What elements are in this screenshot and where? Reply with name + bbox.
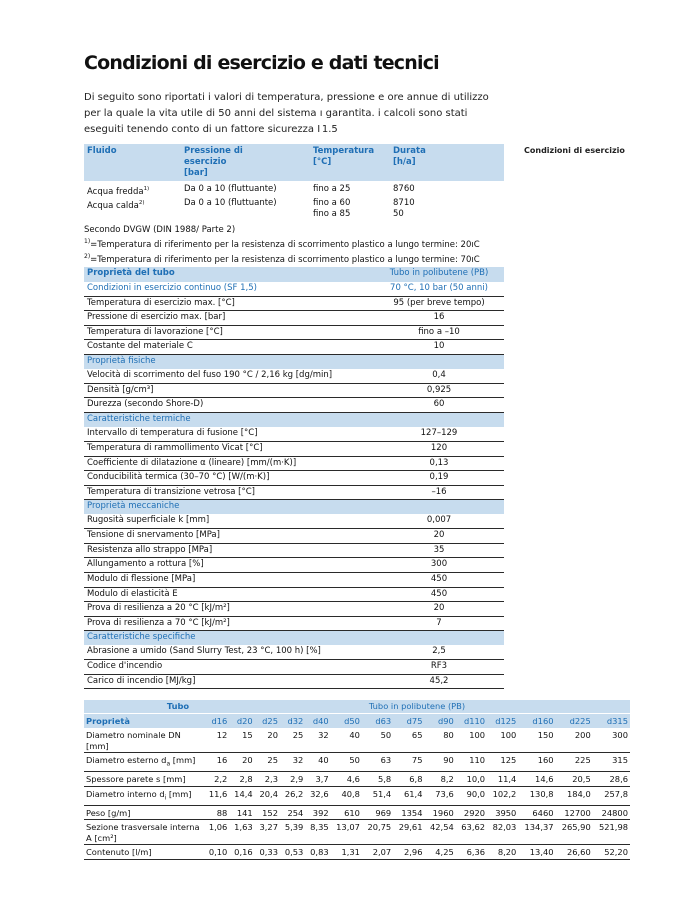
pipe-dimensions-table [84,700,630,860]
properties-header-row [84,267,504,282]
property-row [84,442,504,457]
conditions-table [84,144,504,220]
pipe-value: 13,40 [518,845,555,860]
property-value: 60 [374,398,504,413]
pipe-value: 32 [280,753,305,772]
property-row [84,572,504,587]
conditions-header-cell: Fluido [87,146,117,156]
pipe-value: 12 [204,728,229,753]
pipe-value: 20,4 [255,786,280,805]
property-label: Resistenza allo strappo [MPa] [84,543,374,558]
property-label: Densità [g/cm³] [84,383,374,398]
pipe-value: 1,06 [204,820,229,845]
property-row [84,674,504,689]
pipe-size-header: d40 [305,714,330,729]
pipe-value: 100 [456,728,487,753]
pipe-value: 0,16 [229,845,254,860]
property-row [84,645,504,660]
pipe-value: 61,4 [393,786,424,805]
pipe-value: 610 [331,805,362,820]
property-label: Temperatura di esercizio max. [°C] [84,296,374,311]
pipe-row [84,772,630,787]
pipe-value: 82,03 [487,820,518,845]
property-value: 2,5 [374,645,504,660]
pipe-value: 200 [556,728,593,753]
duration-cell: 8710 50 [393,197,415,219]
property-value: 70 °C, 10 bar (50 anni) [374,282,504,297]
pipe-value: 8,20 [487,845,518,860]
pipe-value: 6460 [518,805,555,820]
pipe-row [84,820,630,845]
pipe-value: 4,25 [424,845,455,860]
property-label: Rugosità superficiale k [mm] [84,514,374,529]
conditions-header-cell: Durata [h/a] [393,146,426,167]
pipe-value: 3,7 [305,772,330,787]
pipe-value: 32 [305,728,330,753]
footnote-2: $^{2)}$=Temperatura di riferimento per la resistenza di scorrimento plastico a lungo termine: 70ıC [84,252,480,265]
property-value: 0,007 [374,514,504,529]
pipe-value: 521,98 [593,820,630,845]
pipe-value: 50 [362,728,393,753]
property-row [84,587,504,602]
pipe-size-header: d110 [456,714,487,729]
pipe-value: 130,8 [518,786,555,805]
property-value: 0,925 [374,383,504,398]
pipe-value: 3950 [487,805,518,820]
pipe-value: 0,53 [280,845,305,860]
pipe-row-label: Spessore parete s [mm] [84,772,204,787]
pipe-value: 254 [280,805,305,820]
property-label: Velocità di scorrimento del fuso 190 °C / 2,16 kg [dg/min] [84,369,374,384]
property-label: Condizioni in esercizio continuo (SF 1,5) [84,282,374,297]
pipe-value: 25 [280,728,305,753]
pipe-value: 90 [424,753,455,772]
properties-header-value: Tubo in polibutene (PB) [374,267,504,282]
pipe-value: 8,2 [424,772,455,787]
pipe-value: 100 [487,728,518,753]
property-row [84,311,504,326]
pipe-value: 32,6 [305,786,330,805]
pipe-row [84,753,630,772]
property-row [84,558,504,573]
property-label: Temperatura di transizione vetrosa [°C] [84,485,374,500]
property-row [84,514,504,529]
pipe-size-header: d160 [518,714,555,729]
pipe-row-label: Diametro interno $d_i$ [mm] [84,786,204,805]
pipe-value: 0,33 [255,845,280,860]
pipe-value: 20 [255,728,280,753]
pipe-value: 392 [305,805,330,820]
property-value: –16 [374,485,504,500]
property-row [84,398,504,413]
pipe-value: 28,6 [593,772,630,787]
temperature-cell: fino a 25 [313,184,351,194]
property-value: fino a –10 [374,325,504,340]
pipe-row-label: Diametro nominale DN [mm] [84,728,204,753]
pipe-value: 11,6 [204,786,229,805]
pipe-value: 5,39 [280,820,305,845]
pipe-value: 24800 [593,805,630,820]
pipe-value: 15 [229,728,254,753]
pipe-value: 11,4 [487,772,518,787]
pipe-value: 110 [456,753,487,772]
pipe-value: 184,0 [556,786,593,805]
pipe-size-header: d50 [331,714,362,729]
pipe-value: 3,27 [255,820,280,845]
pipe-value: 300 [593,728,630,753]
page-title: Condizioni di esercizio e dati tecnici [84,52,439,74]
property-label: Prova di resilienza a 70 °C [kJ/m²] [84,616,374,631]
conditions-header-row [84,144,504,181]
property-label: Durezza (secondo Shore-D) [84,398,374,413]
property-label: Modulo di flessione [MPa] [84,572,374,587]
pipe-size-header: d90 [424,714,455,729]
property-value: 0,19 [374,471,504,486]
pipe-size-header: d32 [280,714,305,729]
pipe-value: 152 [255,805,280,820]
section-header-row [84,412,504,427]
pipe-value: 1354 [393,805,424,820]
pipe-value: 6,8 [393,772,424,787]
pipe-value: 65 [393,728,424,753]
pipe-value: 12700 [556,805,593,820]
pipe-row [84,786,630,805]
property-row [84,602,504,617]
duration-cell: 8760 [393,184,415,194]
pipe-value: 42,54 [424,820,455,845]
pipe-header-pb: Tubo in polibutene (PB) [204,700,630,714]
pipe-size-header: d63 [362,714,393,729]
temperature-cell: fino a 60 fino a 85 [313,197,351,219]
property-label: Codice d'incendio [84,660,374,675]
pipe-value: 141 [229,805,254,820]
pipe-value: 5,8 [362,772,393,787]
pipe-size-header: d20 [229,714,254,729]
notes [84,224,524,266]
section-title: Proprietà meccaniche [84,500,504,515]
property-label: Temperatura di lavorazione [°C] [84,325,374,340]
property-label: Conducibilità termica (30–70 °C) [W/(m·K)] [84,471,374,486]
pipe-row-label: Contenuto [l/m] [84,845,204,860]
pipe-row [84,845,630,860]
pipe-value: 0,10 [204,845,229,860]
pipe-value: 2,3 [255,772,280,787]
pipe-value: 63 [362,753,393,772]
property-label: Carico di incendio [MJ/kg] [84,674,374,689]
property-row [84,296,504,311]
property-value: 16 [374,311,504,326]
pipe-value: 257,8 [593,786,630,805]
pipe-size-header: d16 [204,714,229,729]
conditions-header-cell: Temperatura [°C] [313,146,375,167]
pipe-value: 0,83 [305,845,330,860]
property-label: Prova di resilienza a 20 °C [kJ/m²] [84,602,374,617]
pipe-value: 40 [331,728,362,753]
pipe-value: 969 [362,805,393,820]
pressure-cell: Da 0 a 10 (fluttuante) [184,184,277,194]
footnote-1: $^{1)}$=Temperatura di riferimento per la resistenza di scorrimento plastico a lungo termine: 20ıC [84,238,480,250]
pipe-value: 63,62 [456,820,487,845]
conditions-row [84,181,504,198]
pipe-row [84,728,630,753]
pipe-value: 50 [331,753,362,772]
property-label: Modulo di elasticità E [84,587,374,602]
pipe-value: 26,60 [556,845,593,860]
property-row [84,616,504,631]
conditions-header-cell: Pressione di esercizio [bar] [184,146,243,178]
pipe-value: 10,0 [456,772,487,787]
properties-table [84,267,504,689]
property-row [84,543,504,558]
pipe-size-header: d125 [487,714,518,729]
property-row [84,485,504,500]
pipe-value: 1,63 [229,820,254,845]
property-value: 120 [374,442,504,457]
pipe-value: 29,61 [393,820,424,845]
property-row [84,471,504,486]
pipe-value: 2,9 [280,772,305,787]
section-header-row [84,500,504,515]
property-row [84,529,504,544]
pipe-value: 1,31 [331,845,362,860]
property-value: 45,2 [374,674,504,689]
pipe-value: 14,6 [518,772,555,787]
pipe-size-header: d315 [593,714,630,729]
pipe-row-label: Peso [g/m] [84,805,204,820]
pipe-value: 2,2 [204,772,229,787]
properties-header-label: Proprietà del tubo [84,267,374,282]
property-row [84,660,504,675]
intro-paragraph: Di seguito sono riportati i valori di temperatura, pressione e ore annue di utilizzo per la quale la vita utile di 50 anni del sistema ı garantita. i calcoli sono stati eseguiti tenendo conto di un fattore sicurezza I 1.5 [84,92,489,135]
fluid-cell: Acqua fredda$^{1)}$ [87,186,150,197]
pipe-value: 225 [556,753,593,772]
pipe-value: 8,35 [305,820,330,845]
property-value: 0,13 [374,456,504,471]
section-title: Caratteristiche termiche [84,412,504,427]
pipe-value: 1960 [424,805,455,820]
property-row [84,340,504,355]
pipe-value: 150 [518,728,555,753]
property-value: 20 [374,529,504,544]
property-value: 300 [374,558,504,573]
pipe-value: 14,4 [229,786,254,805]
pipe-row-label: Diametro esterno $d_a$ [mm] [84,753,204,772]
section-title: Proprietà fisiche [84,354,504,369]
property-row [84,427,504,442]
pipe-value: 80 [424,728,455,753]
property-value: 10 [374,340,504,355]
pipe-value: 88 [204,805,229,820]
pipe-size-header: d25 [255,714,280,729]
pressure-cell: Da 0 a 10 (fluttuante) [184,197,277,208]
property-value: 35 [374,543,504,558]
section-title: Caratteristiche specifiche [84,631,504,646]
pipe-value: 51,4 [362,786,393,805]
pipe-value: 20,5 [556,772,593,787]
property-value: 450 [374,587,504,602]
pipe-value: 2920 [456,805,487,820]
property-label: Tensione di snervamento [MPa] [84,529,374,544]
property-value: 127–129 [374,427,504,442]
pipe-header-row-2 [84,714,630,729]
property-row [84,369,504,384]
pipe-value: 6,36 [456,845,487,860]
property-row [84,282,504,297]
property-row [84,325,504,340]
property-value: 95 (per breve tempo) [374,296,504,311]
pipe-value: 102,2 [487,786,518,805]
pipe-header-property: Proprietà [84,714,204,729]
pipe-header-tubo: Tubo [84,700,204,714]
aside-label: Condizioni di esercizio [524,146,625,155]
pipe-value: 90,0 [456,786,487,805]
pipe-header-row-1 [84,700,630,714]
pipe-value: 4,6 [331,772,362,787]
property-label: Intervallo di temperatura di fusione [°C] [84,427,374,442]
standard-note: Secondo DVGW (DIN 1988/ Parte 2) [84,225,236,235]
pipe-size-header: d75 [393,714,424,729]
property-label: Abrasione a umido (Sand Slurry Test, 23 °C, 100 h) [%] [84,645,374,660]
pipe-value: 26,2 [280,786,305,805]
conditions-row [84,198,504,220]
pipe-value: 2,8 [229,772,254,787]
property-label: Coefficiente di dilatazione α (lineare) [mm/(m·K)] [84,456,374,471]
property-value: 0,4 [374,369,504,384]
property-row [84,456,504,471]
pipe-value: 265,90 [556,820,593,845]
pipe-value: 16 [204,753,229,772]
property-value: 450 [374,572,504,587]
property-label: Costante del materiale C [84,340,374,355]
pipe-value: 40 [305,753,330,772]
pipe-value: 315 [593,753,630,772]
pipe-value: 13,07 [331,820,362,845]
pipe-value: 52,20 [593,845,630,860]
property-label: Pressione di esercizio max. [bar] [84,311,374,326]
pipe-value: 2,96 [393,845,424,860]
fluid-cell: Acqua calda$^{2)}$ [87,199,145,211]
pipe-row-label: Sezione trasversale interna A [cm²] [84,820,204,845]
section-header-row [84,631,504,646]
pipe-value: 160 [518,753,555,772]
pipe-value: 20,75 [362,820,393,845]
pipe-value: 125 [487,753,518,772]
pipe-value: 20 [229,753,254,772]
property-value: 7 [374,616,504,631]
section-header-row [84,354,504,369]
pipe-row [84,805,630,820]
pipe-size-header: d225 [556,714,593,729]
property-label: Allungamento a rottura [%] [84,558,374,573]
property-value: RF3 [374,660,504,675]
property-label: Temperatura di rammollimento Vicat [°C] [84,442,374,457]
pipe-value: 134,37 [518,820,555,845]
property-value: 20 [374,602,504,617]
pipe-value: 25 [255,753,280,772]
pipe-value: 2,07 [362,845,393,860]
pipe-value: 40,8 [331,786,362,805]
pipe-value: 73,6 [424,786,455,805]
pipe-value: 75 [393,753,424,772]
property-row [84,383,504,398]
